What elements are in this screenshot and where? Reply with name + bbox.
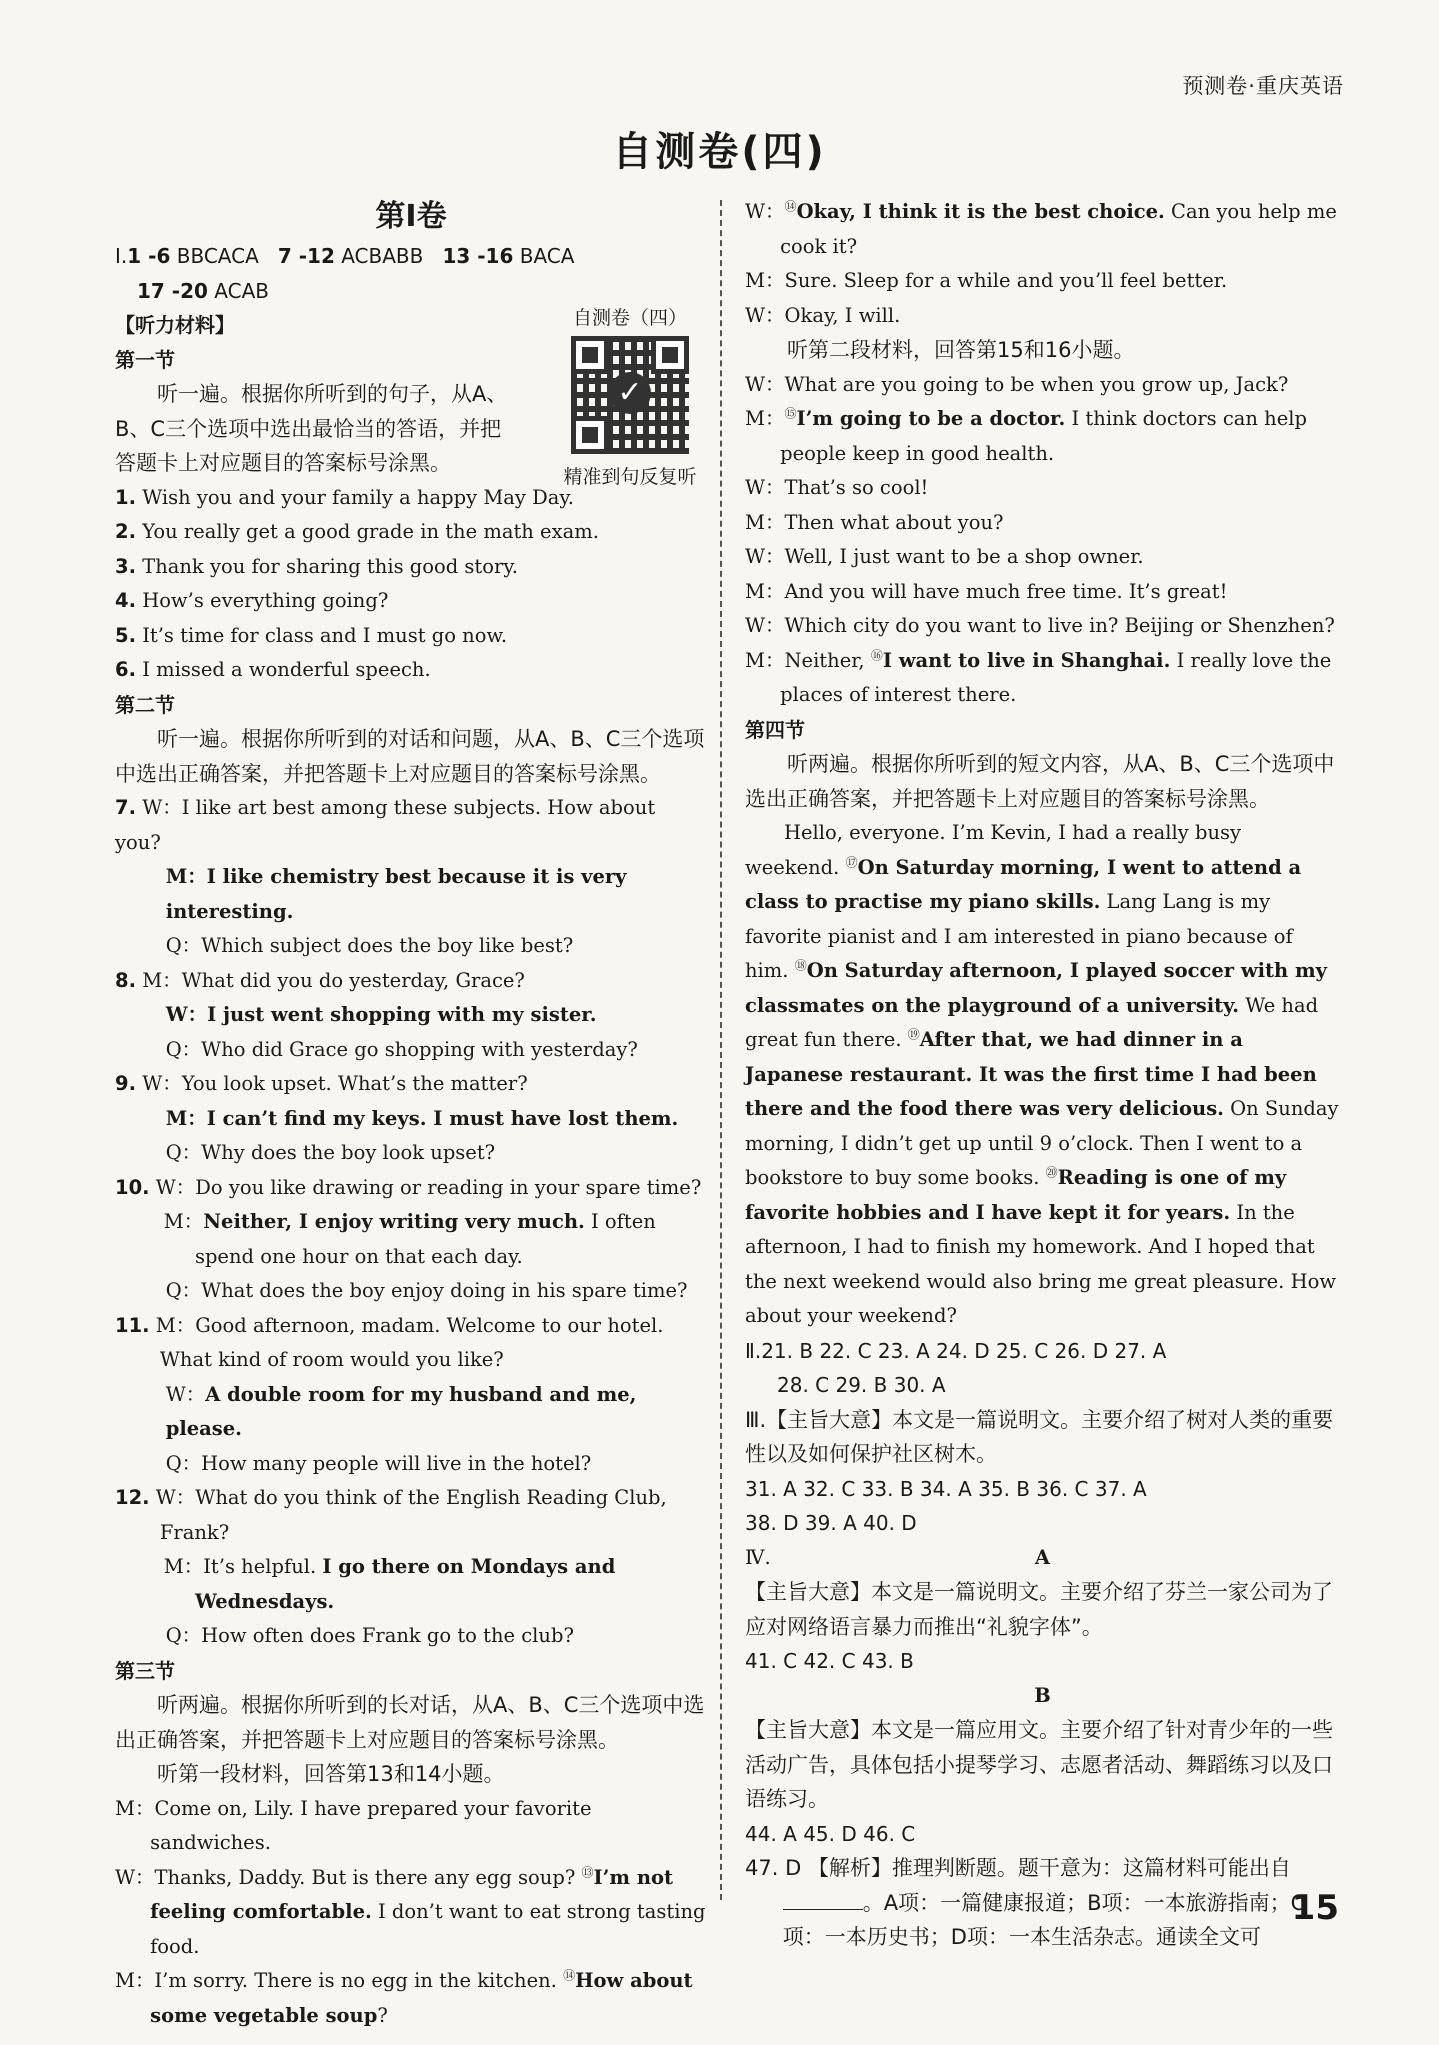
question-47-analysis: 47. D 【解析】推理判断题。题干意为：这篇材料可能出自。A项：一篇健康报道；B项：一本旅游指南；C项：一本历史书；D项：一本生活杂志。通读全文可 [745, 1856, 1306, 1949]
answer-key-part2-line2: 28. C 29. B 30. A [777, 1373, 946, 1397]
list-item: 2. You really get a good grade in the math exam. [115, 520, 599, 543]
volume-title: 第Ⅰ卷 [375, 199, 447, 234]
part4-heading: Ⅳ. A [745, 1545, 1051, 1569]
part4-b-heading: B [1034, 1683, 1051, 1707]
part4-a-answers: 41. C 42. C 43. B [745, 1649, 914, 1673]
dialogue-line: M：I’m sorry. There is no egg in the kitchen. ⑭How about some vegetable soup? [115, 1968, 693, 2027]
list-item: 1. Wish you and your family a happy May Day. [115, 485, 575, 509]
answer-blank [783, 1908, 863, 1910]
section-3-instructions: 听两遍。根据你所听到的长对话，从A、B、C三个选项中选出正确答案，并把答题卡上对应题目的答案标号涂黑。 [115, 1693, 705, 1752]
dialogue-line: M：And you will have much free time. It’s great! [745, 579, 1228, 603]
dialogue-10: 10. W：Do you like drawing or reading in your spare time? M：Neither, I enjoy writing very much. I often spend one hour on that each day. Q：What does the boy enjoy doing in his spare time? [115, 1175, 702, 1302]
dialogue-line: W：That’s so cool! [745, 476, 929, 499]
list-item: 3. Thank you for sharing this good story. [115, 554, 518, 578]
dialogue-line: M：Sure. Sleep for a while and you’ll feel better. [745, 269, 1228, 292]
dialogue-line: W：What are you going to be when you grow up, Jack? [745, 372, 1289, 396]
dialogue-line: W：Which city do you want to live in? Beijing or Shenzhen? [745, 614, 1335, 637]
page-number: 15 [1291, 1888, 1339, 1928]
part4-b-answers: 44. A 45. D 46. C [745, 1821, 916, 1846]
section-1-title: 第一节 [115, 347, 175, 372]
section-2-instructions: 听一遍。根据你所听到的对话和问题，从A、B、C三个选项中选出正确答案，并把答题卡上对应题目的答案标号涂黑。 [115, 727, 705, 786]
dialogue-line: M：Come on, Lily. I have prepared your favorite sandwiches. [115, 1796, 592, 1854]
answer-key-part1-line2: 17 -20 ACAB [137, 278, 269, 303]
dialogue-line: M：⑮I’m going to be a doctor. I think doctors can help people keep in good health. [745, 406, 1308, 465]
dialogue-line: W：Thanks, Daddy. But is there any egg soup? ⑬I’m not feeling comfortable. I don’t want to eat strong tasting food. [115, 1865, 706, 1958]
dialogue-11: 11. M：Good afternoon, madam. Welcome to our hotel. What kind of room would you like? W：A double room for my husband and me, please. Q：How many people will live in the hotel? [115, 1313, 664, 1475]
section-3-lead-2: 听第二段材料，回答第15和16小题。 [787, 338, 1135, 362]
dialogue-8: 8. M：What did you do yesterday, Grace? W：I just went shopping with my sister. Q：Who did Grace go shopping with yesterday? [115, 968, 638, 1061]
section-1-items [115, 481, 707, 688]
left-column [115, 195, 707, 2033]
running-header: 预测卷·重庆英语 [1182, 74, 1344, 98]
right-column [745, 195, 1340, 1955]
section-3-title: 第三节 [115, 1658, 175, 1683]
material-label: 【听力材料】 [115, 313, 235, 337]
part4-a-summary: 【主旨大意】本文是一篇说明文。主要介绍了芬兰一家公司为了应对网络语言暴力而推出“礼貌字体”。 [745, 1580, 1333, 1639]
section-1-instructions: 听一遍。根据你所听到的句子，从A、B、C三个选项中选出最恰当的答语，并把答题卡上对应题目的答案标号涂黑。 [115, 382, 508, 475]
dialogue-12: 12. W：What do you think of the English Reading Club, Frank? M：It’s helpful. I go there on Mondays and Wednesdays. Q：How often does Frank go to the club? [115, 1486, 667, 1647]
list-item: 6. I missed a wonderful speech. [115, 658, 431, 681]
section-4-instructions: 听两遍。根据你所听到的短文内容，从A、B、C三个选项中选出正确答案，并把答题卡上对应题目的答案标号涂黑。 [745, 752, 1335, 811]
page-title: 自测卷(四) [612, 129, 827, 175]
section-2-title: 第二节 [115, 692, 175, 717]
dialogue-7: 7. W：I like art best among these subjects. How about you? M：I like chemistry best because it is very interesting. Q：Which subject does the boy like best? [115, 796, 656, 957]
checkmark-icon: ✓ [609, 372, 651, 414]
answer-key-part3-line2: 38. D 39. A 40. D [745, 1511, 917, 1535]
column-divider [720, 200, 722, 1900]
answer-key-part1: Ⅰ.1 -6 BBCACA 7 -12 ACBABB 13 -16 BACA [115, 244, 575, 268]
dialogue-line: W：Well, I just want to be a shop owner. [745, 545, 1144, 568]
list-item: 4. How’s everything going? [115, 589, 389, 612]
dialogue-line: M：Neither, ⑯I want to live in Shanghai. I really love the places of interest there. [745, 648, 1332, 706]
section-4-passage: Hello, everyone. I’m Kevin, I had a really busy weekend. ⑰On Saturday morning, I went to attend a class to practise my piano skills. Lang Lang is my favorite pianist and I am interested in piano because of him. ⑱On Saturday afternoon, I played soccer with my classmates on the playground of a university. We had great fun there. ⑲After that, we had dinner in a Japanese restaurant. It was the first time I had been there and the food there was very delicious. On Sunday morning, I didn’t get up until 9 o’clock. Then I went to a bookstore to buy some books. ⑳Reading is one of my favorite hobbies and I have kept it for years. In the afternoon, I had to finish my homework. And I hoped that the next weekend would also bring me great pleasure. How about your weekend? [745, 821, 1339, 1327]
section-4-title: 第四节 [745, 717, 805, 742]
answer-key-part3-summary: Ⅲ.【主旨大意】本文是一篇说明文。主要介绍了树对人类的重要性以及如何保护社区树木。 [745, 1407, 1334, 1466]
qr-caption-bottom: 精准到句反复听 [563, 466, 697, 488]
dialogue-line: W：Okay, I will. [745, 303, 901, 327]
qr-caption-top: 自测卷（四） [572, 307, 687, 329]
dialogue-line: M：Then what about you? [745, 510, 1004, 534]
dialogue-line: W：⑭Okay, I think it is the best choice. Can you help me cook it? [745, 199, 1337, 258]
dialogue-9: 9. W：You look upset. What’s the matter? M：I can’t find my keys. I must have lost them. Q：Why does the boy look upset? [115, 1072, 679, 1164]
part4-b-summary: 【主旨大意】本文是一篇应用文。主要介绍了针对青少年的一些活动广告，具体包括小提琴学习、志愿者活动、舞蹈练习以及口语练习。 [745, 1718, 1333, 1811]
answer-key-part3: 31. A 32. C 33. B 34. A 35. B 36. C 37. A [745, 1476, 1147, 1501]
list-item: 5. It’s time for class and I must go now. [115, 623, 508, 647]
section-3-lead: 听第一段材料，回答第13和14小题。 [157, 1762, 505, 1786]
answer-key-part2: Ⅱ.21. B 22. C 23. A 24. D 25. C 26. D 27. A [745, 1338, 1167, 1363]
